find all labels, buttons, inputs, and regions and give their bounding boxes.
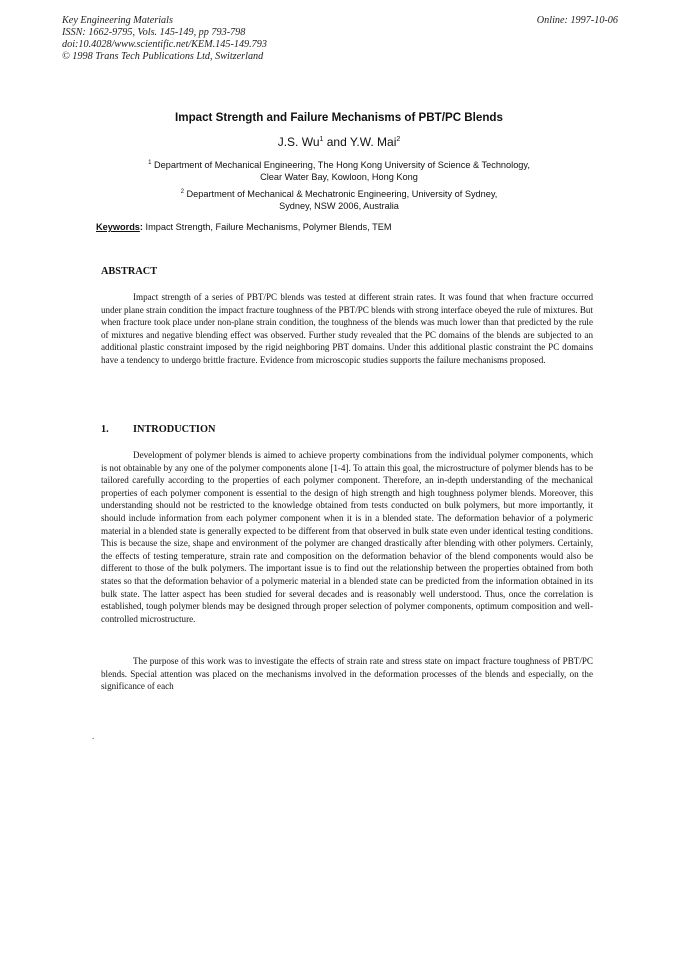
paper-title: Impact Strength and Failure Mechanisms of PBT/PC Blends [175,111,503,124]
affiliation-1 [0,157,678,183]
author-1: J.S. Wu [277,135,320,149]
author-line [0,135,678,149]
affiliation-2-line1: Department of Mechanical & Mechatronic Engineering, University of Sydney, [186,189,498,199]
affiliation-2 [0,186,678,212]
journal-name: Key Engineering Materials [62,15,173,26]
affiliation-1-line1: Department of Mechanical Engineering, The Hong Kong University of Science & Technology, [154,160,530,170]
author-2: Y.W. Mai [349,135,397,149]
author-2-sup: 2 [396,136,401,143]
issn-line: ISSN: 1662-9795, Vols. 145-149, pp 793-798 [62,27,246,38]
affiliation-2-sup: 2 [180,189,184,195]
footer-mark: . [92,731,95,741]
author-conjunction: and [323,135,350,149]
affiliation-1-sup: 1 [148,160,152,166]
keywords-text: Impact Strength, Failure Mechanisms, Polymer Blends, TEM [142,222,392,232]
doi-line: doi:10.4028/www.scientific.net/KEM.145-149.793 [62,39,267,50]
online-date: Online: 1997-10-06 [536,15,618,26]
section-title: INTRODUCTION [133,424,216,435]
introduction-heading [101,424,215,435]
affiliation-2-line2: Sydney, NSW 2006, Australia [279,201,399,211]
introduction-paragraph-2: The purpose of this work was to investigate the effects of strain rate and stress state on impact fracture toughness of PBT/PC blends. Special attention was placed on the mechanisms involved in the deformation processes of the blends and especially, on the significance of each [101,656,593,692]
abstract-heading: ABSTRACT [101,266,158,277]
affiliation-1-line2: Clear Water Bay, Kowloon, Hong Kong [260,172,418,182]
journal-metadata [62,15,267,63]
introduction-paragraph-1: Development of polymer blends is aimed to achieve property combinations from the individual polymer components, which is not obtainable by any one of the polymer components alone [1-4]. To attain this goal, the microstructure of polymer blends has to be tailored carefully according to the properties of each polymer component. Therefore, an in-depth understanding of the mechanical properties of each polymer component is essential to the design of high strength and high toughness polymer blends. Moreover, this understanding should not be restricted to the knowledge obtained from tests conducted on bulk polymers, but more importantly, it should include information from each polymer component when it is in a blended state. The deformation behavior of a polymeric material in a blended state is generally expected to be different from that observed in bulk state even under identical testing conditions. This is because the size, shape and environment of the polymer are changed drastically after blending with other polymers. Certainly, the effects of testing temperature, strain rate and composition on the deformation behavior of the blend components would also be different to those of the bulk polymers. The important issue is to find out the relationship between the properties obtained from both states so that the deformation behavior of a polymeric material in a blended state can be predicted from the information obtained in its bulk state. The latter aspect has been studied for several decades and is reasonably well understood. Thus, once the correlation is established, tough polymer blends may be designed through proper selection of polymer components, optimum composition and well-controlled microstructure. [101,450,593,624]
author-1-sup: 1 [319,136,324,143]
keywords-line [96,222,391,232]
section-number: 1. [101,424,109,435]
keywords-label: Keywords [96,222,140,232]
copyright-line: © 1998 Trans Tech Publications Ltd, Switzerland [62,51,264,62]
keywords-colon: : [139,222,143,232]
abstract-paragraph: Impact strength of a series of PBT/PC blends was tested at different strain rates. It was found that when fracture occurred under plane strain condition the impact fracture toughness of the PBT/PC blends with strong interface obeyed the rule of mixtures. But when fracture took place under non-plane strain condition, the toughness of the blends was much lower than that predicted by the rule of mixtures and negative blending effect was observed. Further study revealed that the PC domains of the blends are subjected to an additional plastic constraint imposed by the rigid neighboring PBT domains. Under this additional plastic constraint the PC domains have a tendency to undergo brittle fracture. Evidence from microscopic studies supports the failure mechanisms proposed. [101,292,593,365]
